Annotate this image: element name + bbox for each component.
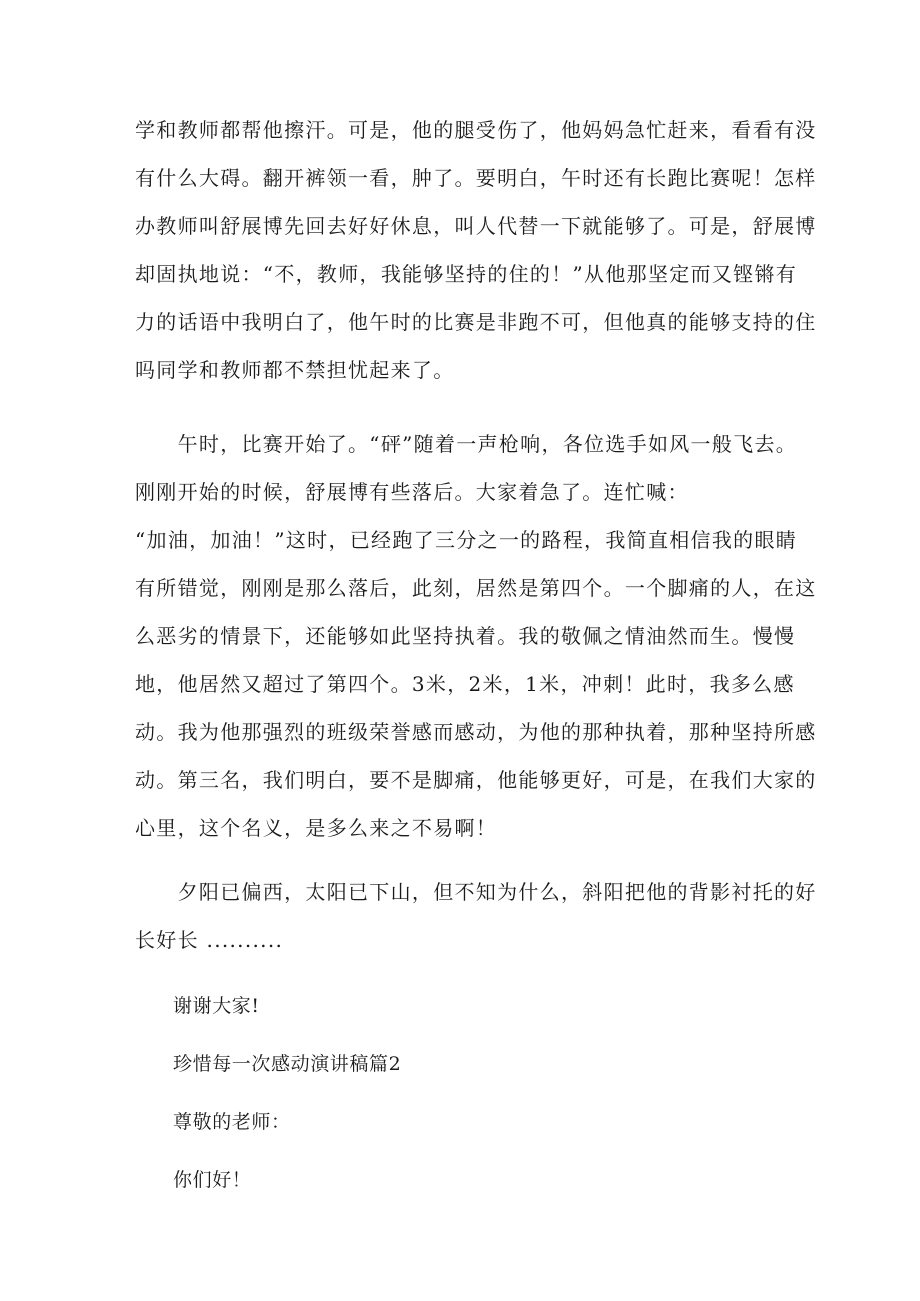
paragraph-line: 动。第三名，我们明白，要不是脚痛，他能够更好，可是，在我们大家的: [135, 768, 817, 792]
section-title: 珍惜每一次感动演讲稿篇2: [173, 1053, 402, 1075]
paragraph-line: 午时，比赛开始了。“砰”随着一声枪响，各位选手如风一般飞去。: [135, 432, 798, 456]
closing-thanks: 谢谢大家!: [173, 995, 260, 1017]
paragraph-line: 力的话语中我明白了，他午时的比赛是非跑不可，但他真的能够支持的住: [135, 310, 817, 334]
paragraph-line: 地，他居然又超过了第四个。3米，2米，1米，冲刺！此时，我多么感: [135, 672, 795, 696]
paragraph-2: [135, 420, 817, 852]
paragraph-line: 有所错觉，刚刚是那么落后，此刻，居然是第四个。一个脚痛的人，在这: [135, 576, 817, 600]
paragraph-line: 心里，这个名义，是多么来之不易啊！: [135, 816, 498, 840]
paragraph-line: 夕阳已偏西，太阳已下山，但不知为什么，斜阳把他的背影衬托的好: [135, 880, 817, 904]
paragraph-line: 么恶劣的情景下，还能够如此坚持执着。我的敬佩之情油然而生。慢慢: [135, 624, 796, 648]
paragraph-line: 却固执地说：“不，教师，我能够坚持的住的！”从他那坚定而又铿锵有: [135, 262, 798, 286]
paragraph-line: 有什么大碍。翻开裤领一看，肿了。要明白，午时还有长跑比赛呢！怎样: [135, 166, 817, 190]
paragraph-line: 吗同学和教师都不禁担忧起来了。: [135, 358, 455, 382]
salutation: 尊敬的老师：: [173, 1111, 291, 1133]
paragraph-1: [135, 106, 817, 394]
greeting: 你们好！: [173, 1169, 252, 1191]
paragraph-line: “加油，加油！”这时，已经跑了三分之一的路程，我简直相信我的眼睛: [135, 528, 798, 552]
paragraph-3: [135, 868, 817, 964]
paragraph-line: 动。我为他那强烈的班级荣誉感而感动，为他的那种执着，那种坚持所感: [135, 720, 817, 744]
paragraph-line: 刚刚开始的时候，舒展博有些落后。大家着急了。连忙喊：: [135, 480, 689, 504]
paragraph-line: 办教师叫舒展博先回去好好休息，叫人代替一下就能够了。可是，舒展博: [135, 214, 817, 238]
paragraph-line: 学和教师都帮他擦汗。可是，他的腿受伤了，他妈妈急忙赶来，看看有没: [135, 118, 817, 142]
paragraph-line: 长好长 ..........: [135, 928, 284, 952]
